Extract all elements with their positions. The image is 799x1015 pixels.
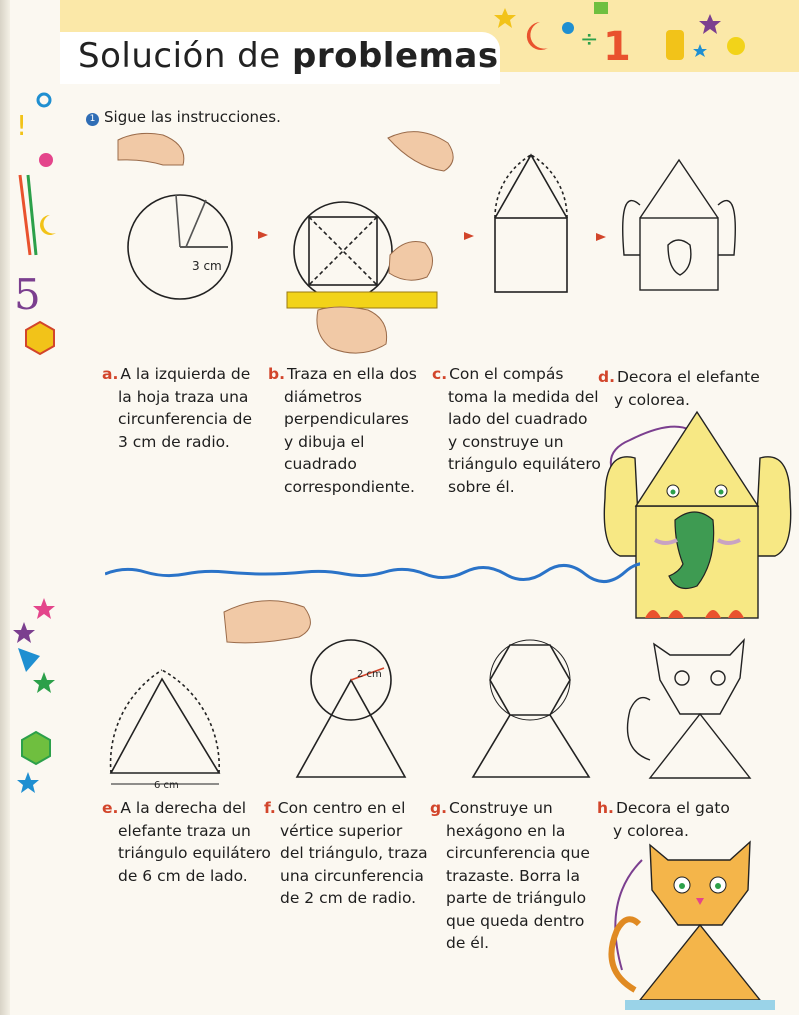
step-letter: e. bbox=[102, 799, 119, 817]
ruler-icon bbox=[287, 292, 437, 308]
step-line: circunferencia que bbox=[446, 844, 590, 862]
triangle-icon bbox=[18, 648, 40, 672]
figure-a-circle bbox=[128, 195, 232, 299]
header-decorations bbox=[494, 2, 745, 70]
step-letter: g. bbox=[430, 799, 447, 817]
dot-icon bbox=[562, 22, 574, 34]
step-letter: f. bbox=[264, 799, 276, 817]
step-g bbox=[430, 797, 590, 955]
step-f bbox=[264, 797, 428, 910]
step-line: toma la medida del bbox=[448, 387, 599, 406]
step-b bbox=[268, 363, 417, 498]
cat-colored bbox=[611, 842, 775, 1010]
dot-icon bbox=[727, 37, 745, 55]
star-icon bbox=[494, 8, 516, 28]
one-icon: 1 bbox=[603, 24, 631, 70]
hand-icon bbox=[388, 132, 453, 171]
step-line: elefante traza un bbox=[118, 821, 251, 840]
star-icon bbox=[693, 44, 707, 57]
exercise-number-badge: 1 bbox=[86, 113, 99, 126]
hand-icon bbox=[389, 242, 433, 281]
radius-label-2cm: 2 cm bbox=[357, 669, 382, 680]
title-regular: Solución de bbox=[78, 36, 292, 76]
arrow-icon bbox=[596, 233, 606, 241]
step-letter: b. bbox=[268, 365, 285, 383]
step-line: y colorea. bbox=[613, 821, 689, 840]
step-line: trazaste. Borra la bbox=[446, 866, 580, 885]
radius-label-3cm: 3 cm bbox=[192, 259, 222, 273]
step-line: Construye un bbox=[448, 799, 553, 817]
exclaim-icon: ! bbox=[16, 109, 28, 142]
step-line: lado del cuadrado bbox=[448, 410, 588, 428]
figure-d-elephant-outline bbox=[623, 160, 736, 290]
step-line: diámetros bbox=[284, 387, 362, 406]
step-line: una circunferencia bbox=[280, 866, 424, 885]
section-divider-wave bbox=[105, 560, 640, 588]
step-line: cuadrado bbox=[284, 455, 357, 473]
step-line: 3 cm de radio. bbox=[118, 432, 230, 451]
step-letter: c. bbox=[432, 365, 448, 383]
step-line: de él. bbox=[446, 934, 490, 952]
figure-c-house bbox=[495, 155, 567, 292]
title-bold: problemas bbox=[291, 36, 499, 76]
moon-icon bbox=[40, 215, 56, 235]
step-line: correspondiente. bbox=[284, 477, 415, 496]
star-icon bbox=[33, 598, 55, 619]
step-h bbox=[597, 797, 730, 842]
arrow-icon bbox=[258, 231, 268, 239]
figure-e-triangle bbox=[111, 670, 220, 784]
step-line: la hoja traza una bbox=[118, 387, 249, 406]
page-number: 5 bbox=[14, 270, 41, 319]
step-letter: d. bbox=[598, 368, 615, 386]
step-d bbox=[598, 366, 760, 411]
step-line: Con el compás bbox=[449, 365, 564, 383]
step-line: del triángulo, traza bbox=[280, 844, 428, 862]
step-line: Decora el gato bbox=[615, 799, 730, 817]
step-letter: h. bbox=[597, 799, 614, 817]
step-line: de 6 cm de lado. bbox=[118, 866, 248, 885]
figure-h-cat-outline bbox=[628, 640, 751, 778]
moon-icon bbox=[527, 22, 548, 50]
figure-f-triangle-circle bbox=[297, 640, 405, 777]
star-icon bbox=[699, 14, 721, 34]
step-line: triángulo equilátero bbox=[448, 455, 601, 473]
step-line: Traza en ella dos bbox=[286, 365, 417, 383]
hand-icon bbox=[317, 307, 387, 353]
step-line: vértice superior bbox=[280, 821, 403, 840]
step-line: y construye un bbox=[448, 432, 564, 451]
step-line: A la derecha del bbox=[120, 799, 247, 817]
figure-g-hexagon bbox=[473, 640, 589, 777]
step-line: circunferencia de bbox=[118, 410, 253, 428]
step-a bbox=[102, 363, 252, 453]
step-line: y dibuja el bbox=[284, 432, 365, 451]
step-line: Con centro en el bbox=[277, 799, 406, 817]
margin-decorations bbox=[13, 94, 56, 793]
step-line: perpendiculares bbox=[284, 410, 409, 428]
cube-icon bbox=[594, 2, 608, 14]
step-line: parte de triángulo bbox=[446, 889, 587, 907]
ring-icon bbox=[38, 94, 50, 106]
cube-icon bbox=[26, 322, 54, 354]
cylinder-icon bbox=[666, 30, 684, 60]
instruction-text: Sigue las instrucciones. bbox=[104, 108, 281, 126]
star-icon bbox=[13, 622, 35, 643]
step-letter: a. bbox=[102, 365, 119, 383]
step-line: sobre él. bbox=[448, 477, 515, 496]
step-c bbox=[432, 363, 601, 498]
divide-icon: ÷ bbox=[580, 27, 599, 52]
cube-icon bbox=[22, 732, 50, 764]
hand-icon bbox=[224, 601, 310, 643]
step-line: Decora el elefante bbox=[616, 368, 760, 386]
arrow-icon bbox=[464, 232, 474, 240]
dot-icon bbox=[39, 153, 53, 167]
step-e bbox=[102, 797, 271, 887]
star-icon bbox=[33, 672, 55, 693]
figure-b-square bbox=[294, 202, 392, 300]
step-line: y colorea. bbox=[614, 390, 690, 409]
side-label-6cm: 6 cm bbox=[154, 780, 179, 791]
step-line: triángulo equilátero bbox=[118, 844, 271, 862]
hand-icon bbox=[118, 133, 184, 165]
step-line: de 2 cm de radio. bbox=[280, 889, 417, 907]
star-icon bbox=[17, 772, 39, 793]
step-line: hexágono en la bbox=[446, 821, 566, 840]
step-line: A la izquierda de bbox=[120, 365, 251, 383]
step-line: que queda dentro bbox=[446, 911, 585, 930]
